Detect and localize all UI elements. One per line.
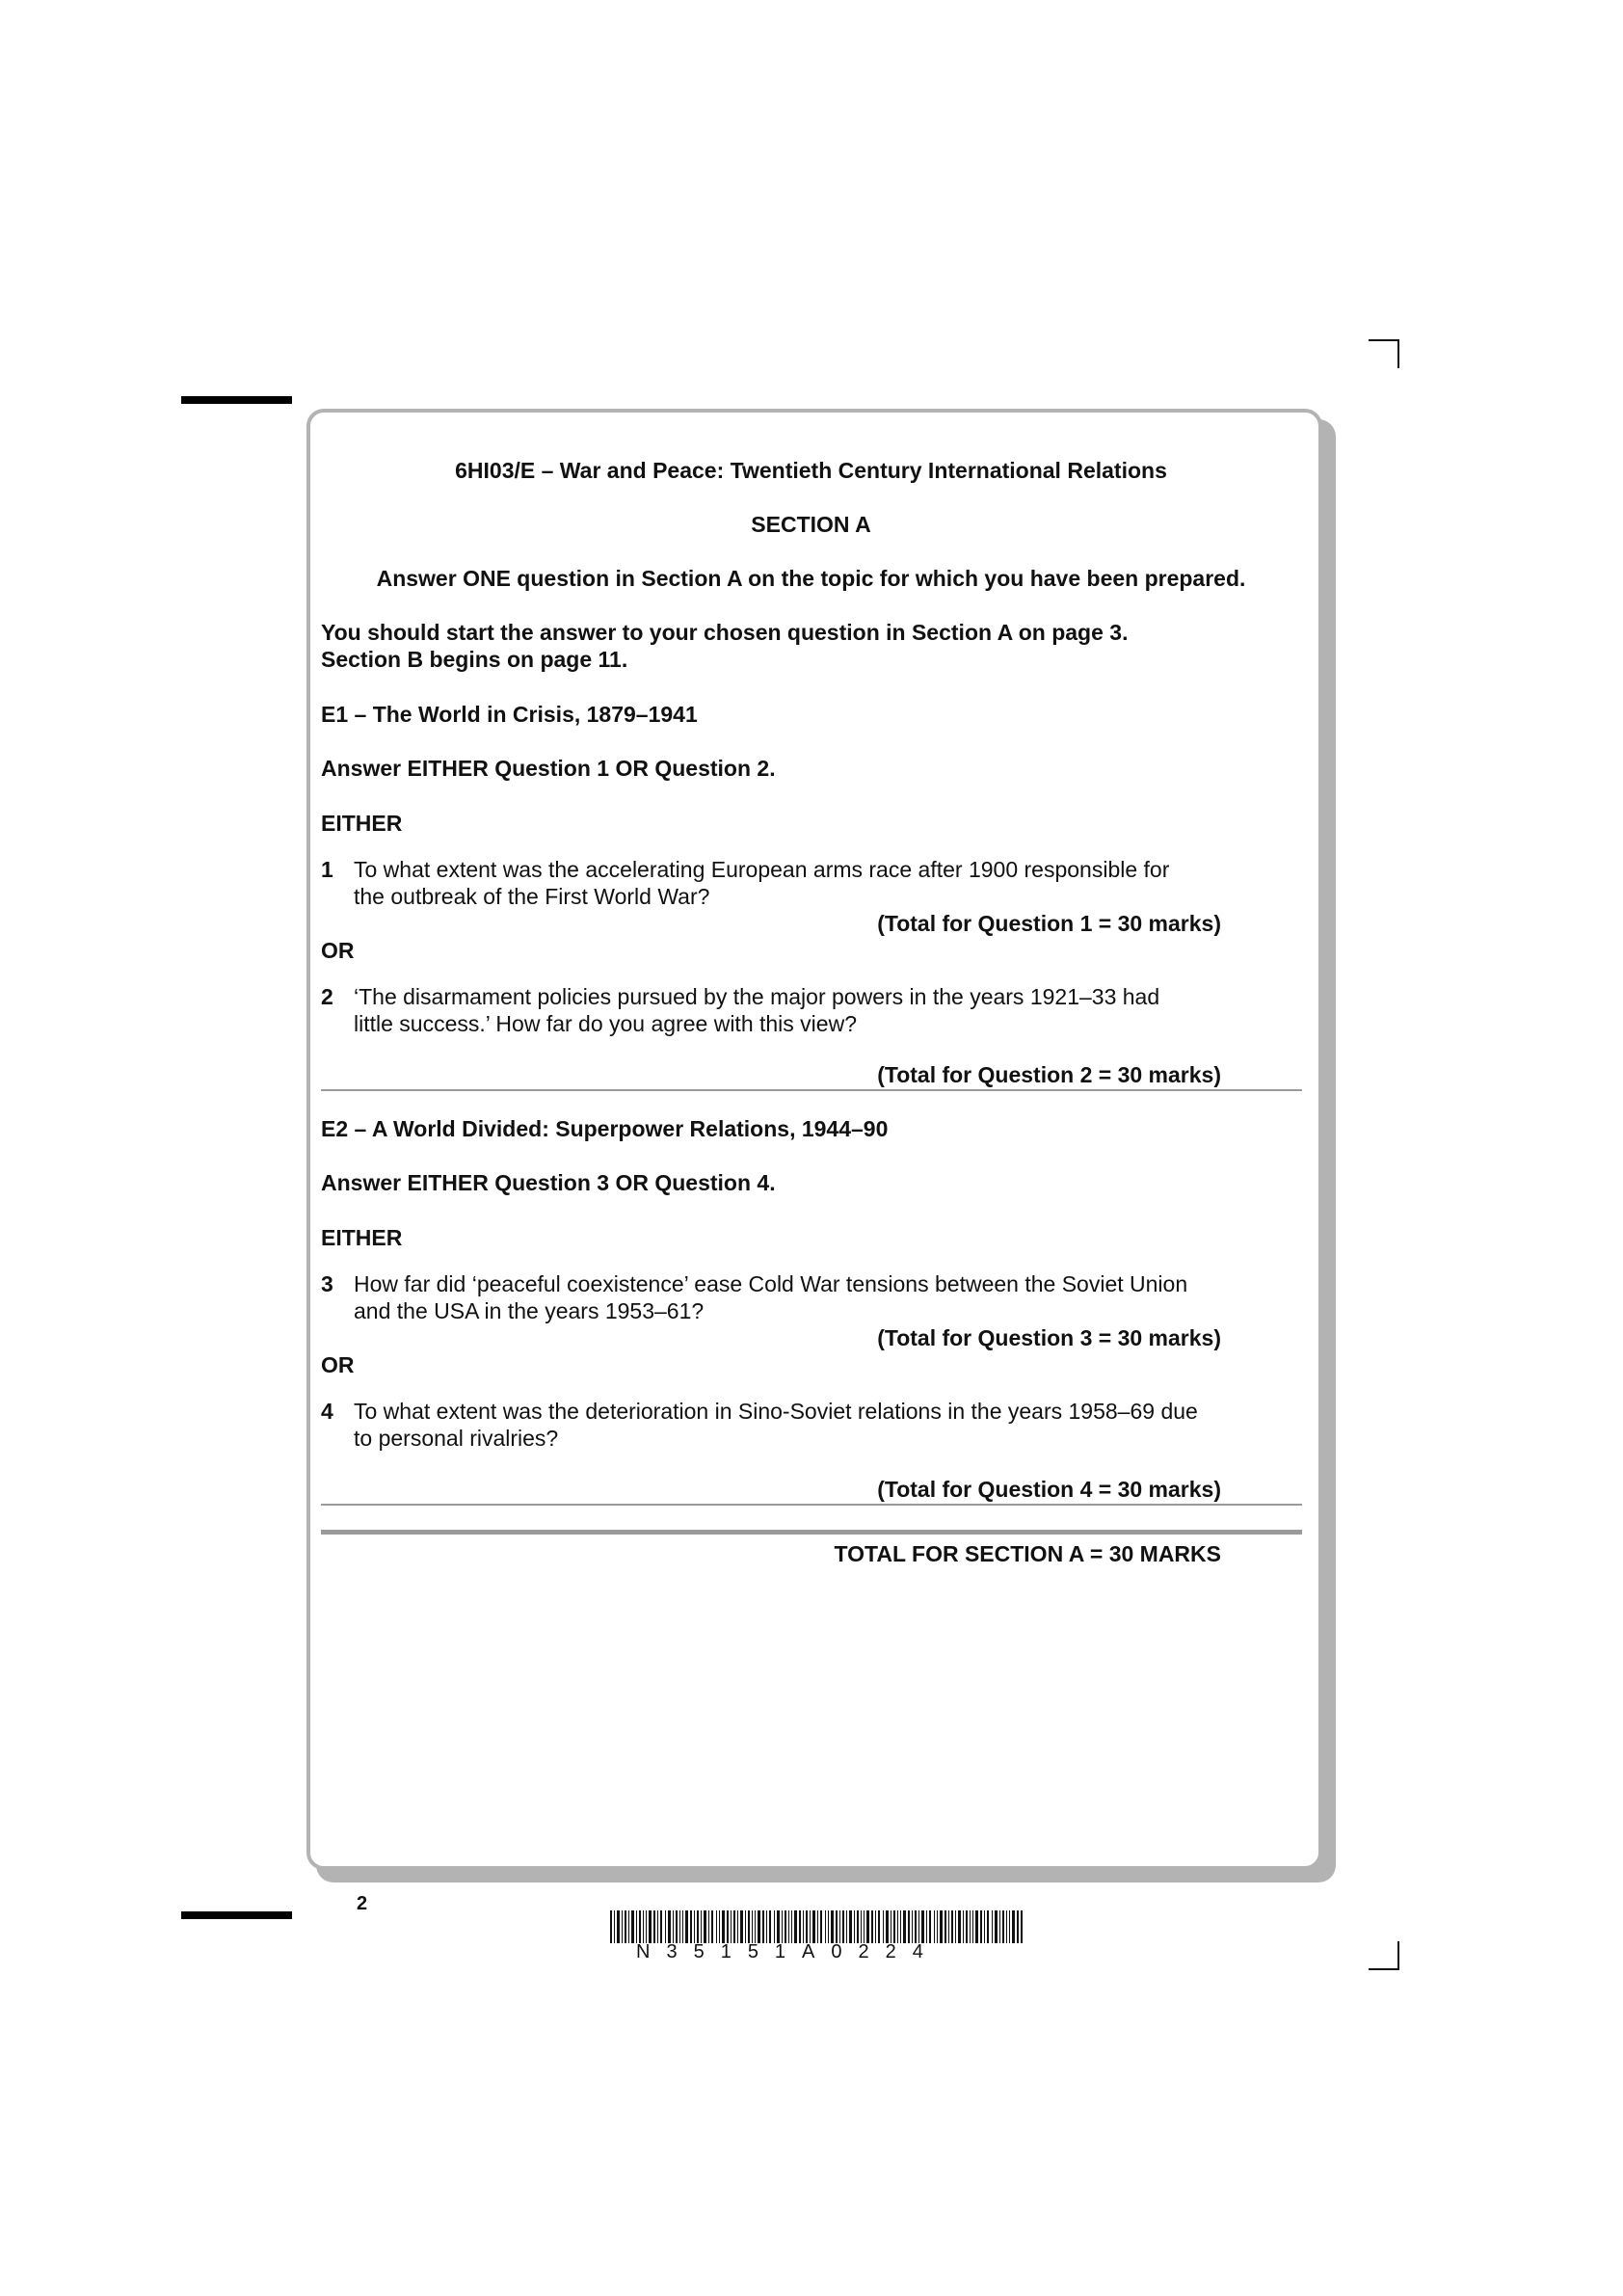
- page-number: 2: [357, 1893, 368, 1914]
- topic-instruction: Answer EITHER Question 3 OR Question 4.: [321, 1170, 776, 1195]
- question-text-line2: to personal rivalries?: [354, 1426, 559, 1451]
- either-label: EITHER: [321, 1225, 403, 1250]
- or-label: OR: [321, 938, 355, 963]
- question-text-line1: ‘The disarmament policies pursued by the major powers in the years 1921–33 had: [354, 984, 1160, 1009]
- section-instruction: Answer ONE question in Section A on the topic for which you have been prepared.: [376, 566, 1246, 591]
- paper-title: 6HI03/E – War and Peace: Twentieth Century International Relations: [455, 458, 1167, 483]
- crop-mark-top-right-h: [1369, 339, 1397, 341]
- start-note-line2: Section B begins on page 11.: [321, 647, 628, 672]
- barcode-image: [610, 1910, 1024, 1943]
- question-text-line2: and the USA in the years 1953–61?: [354, 1298, 705, 1323]
- section-total: TOTAL FOR SECTION A = 30 MARKS: [834, 1541, 1221, 1566]
- topic-divider: [321, 1089, 1302, 1091]
- topic-divider: [321, 1504, 1302, 1506]
- or-label: OR: [321, 1352, 355, 1377]
- edge-bar-top: [181, 396, 292, 404]
- crop-mark-top-right-v: [1397, 339, 1399, 368]
- either-label: EITHER: [321, 811, 403, 836]
- question-number: 4: [321, 1399, 333, 1424]
- question-marks: (Total for Question 1 = 30 marks): [877, 911, 1221, 936]
- topic-title: E1 – The World in Crisis, 1879–1941: [321, 702, 698, 727]
- question-marks: (Total for Question 4 = 30 marks): [877, 1477, 1221, 1502]
- section-end-rule: [321, 1530, 1302, 1535]
- question-number: 1: [321, 857, 333, 882]
- topic-instruction: Answer EITHER Question 1 OR Question 2.: [321, 756, 776, 781]
- crop-mark-bottom-right-v: [1397, 1941, 1399, 1970]
- question-number: 2: [321, 984, 333, 1009]
- question-text-line1: To what extent was the accelerating European arms race after 1900 responsible for: [354, 857, 1170, 882]
- question-marks: (Total for Question 2 = 30 marks): [877, 1062, 1221, 1087]
- question-marks: (Total for Question 3 = 30 marks): [877, 1325, 1221, 1350]
- start-note-line1: You should start the answer to your chosen question in Section A on page 3.: [321, 620, 1129, 645]
- crop-mark-bottom-right-h: [1369, 1968, 1397, 1970]
- question-text-line1: To what extent was the deterioration in Sino-Soviet relations in the years 1958–69 due: [354, 1399, 1198, 1424]
- question-text-line1: How far did ‘peaceful coexistence’ ease Cold War tensions between the Soviet Union: [354, 1271, 1188, 1296]
- question-number: 3: [321, 1271, 333, 1296]
- topic-title: E2 – A World Divided: Superpower Relations, 1944–90: [321, 1116, 889, 1141]
- edge-bar-bottom: [181, 1911, 292, 1919]
- question-text-line2: little success.’ How far do you agree with this view?: [354, 1011, 857, 1036]
- question-text-line2: the outbreak of the First World War?: [354, 884, 710, 909]
- section-heading: SECTION A: [751, 512, 871, 537]
- barcode-number: N35151A0224: [636, 1941, 940, 1962]
